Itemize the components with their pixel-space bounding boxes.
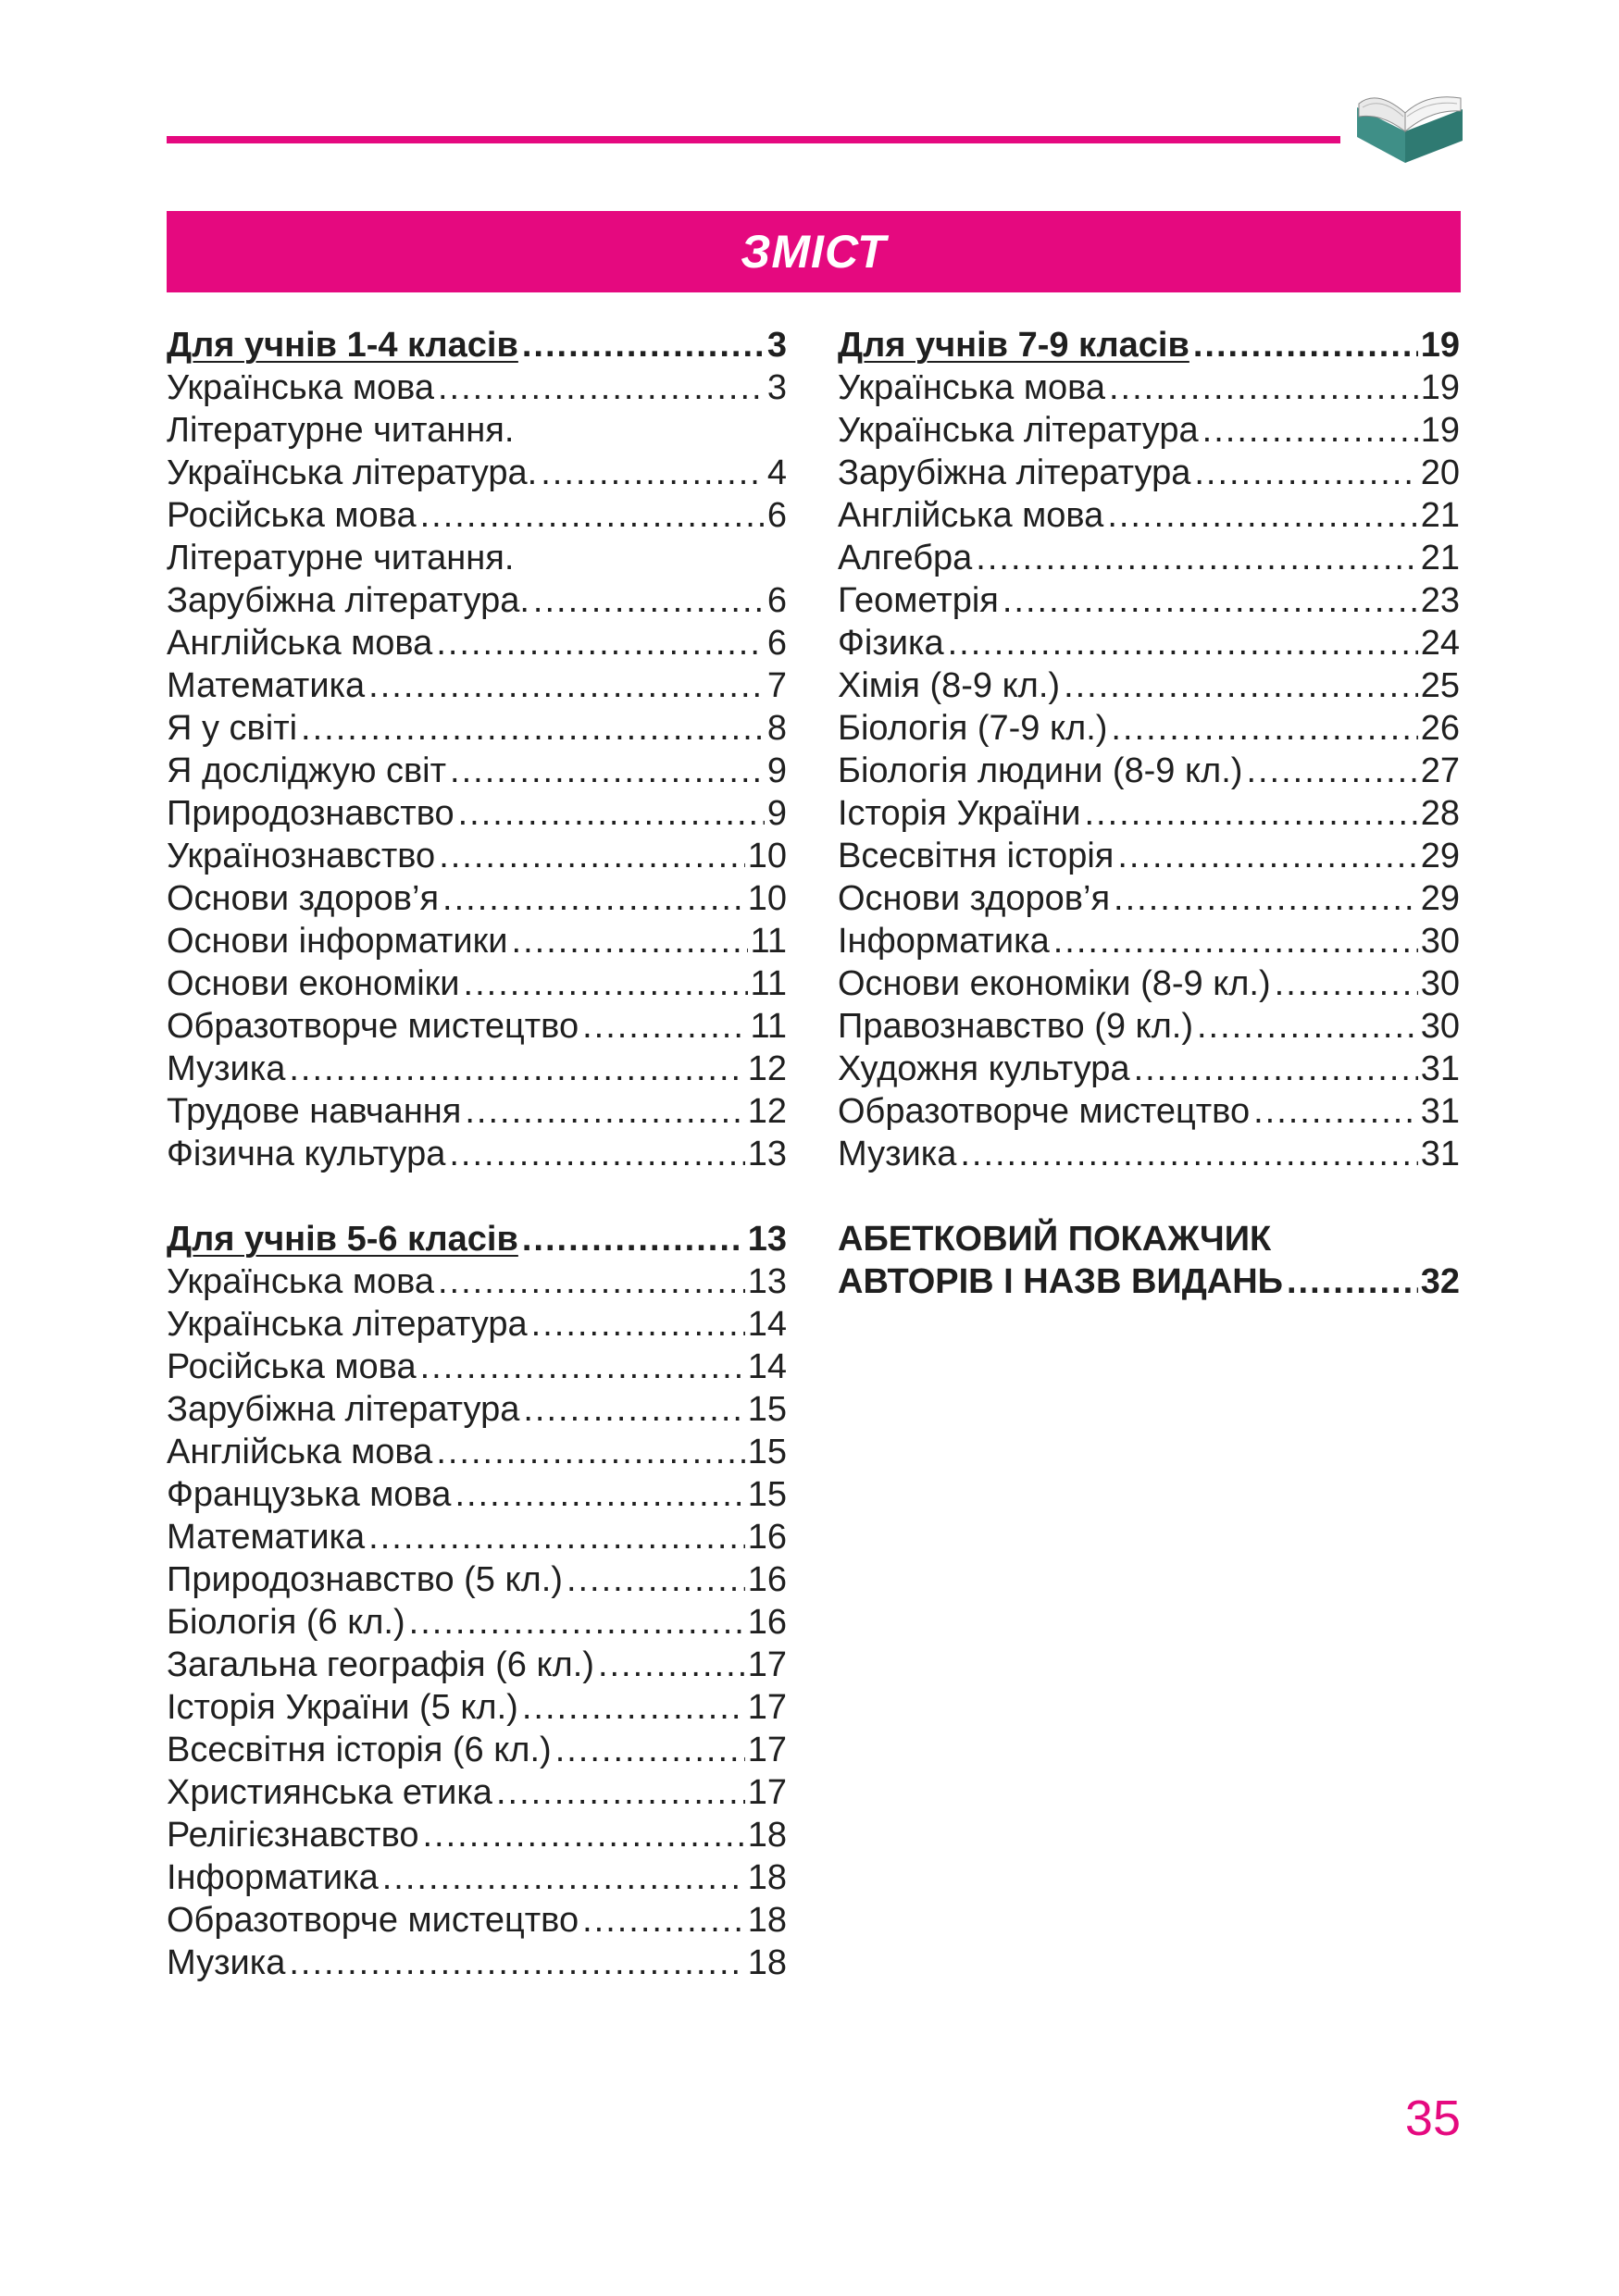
dot-leader: [1053, 920, 1418, 962]
toc-entry-page: 6: [766, 496, 787, 535]
toc-entry-title: Українська література.: [167, 453, 538, 492]
toc-entry-title: Основи здоров’я: [838, 879, 1111, 918]
dot-leader: [382, 1856, 745, 1899]
toc-entry-page: 18: [747, 1901, 787, 1940]
toc-entry[interactable]: [838, 494, 1460, 537]
dot-leader: [458, 792, 765, 835]
dot-leader: [438, 366, 765, 409]
toc-entry-page: 29: [1420, 879, 1460, 918]
toc-entry[interactable]: [838, 579, 1460, 622]
toc-entry[interactable]: [838, 622, 1460, 664]
right-column: [838, 324, 1460, 1346]
toc-entry-title: Образотворче мистецтво: [167, 1007, 579, 1046]
dot-leader: [598, 1644, 745, 1686]
toc-entry-page: 17: [747, 1645, 787, 1684]
toc-entry-page: 29: [1420, 837, 1460, 875]
dot-leader: [442, 877, 745, 920]
toc-entry-title: Зарубіжна література: [167, 1390, 520, 1429]
toc-entry[interactable]: [838, 366, 1460, 409]
toc-entry-page: 6: [766, 624, 787, 663]
dot-leader: [948, 622, 1418, 664]
toc-entry-title: Основи економіки (8-9 кл.): [838, 964, 1271, 1003]
toc-entry-page: 8: [766, 709, 787, 748]
toc-entry-page: 9: [766, 751, 787, 790]
dot-leader: [1275, 962, 1418, 1005]
toc-entry-title: Природознавство (5 кл.): [167, 1560, 563, 1599]
toc-entry-page: 15: [747, 1390, 787, 1429]
toc-entry-page: 15: [747, 1475, 787, 1514]
toc-entry-page: 24: [1420, 624, 1460, 663]
toc-entry-page: 9: [766, 794, 787, 833]
toc-entry-title: Алгебра: [838, 539, 973, 577]
toc-entry-page: 4: [766, 453, 787, 492]
toc-entry-title: Для учнів 5-6 класів: [167, 1220, 518, 1259]
toc-entry-page: 12: [747, 1092, 787, 1131]
toc-entry[interactable]: [167, 1558, 787, 1601]
toc-entry[interactable]: [167, 1303, 787, 1346]
toc-entry-page: 31: [1420, 1049, 1460, 1088]
dot-leader: [1114, 877, 1418, 920]
toc-entry[interactable]: [167, 1942, 787, 1984]
dot-leader: [541, 452, 765, 494]
toc-entry[interactable]: [838, 409, 1460, 452]
toc-entry[interactable]: [167, 1601, 787, 1644]
index-title-line1: АБЕТКОВИЙ ПОКАЖЧИК: [838, 1220, 1272, 1259]
toc-entry[interactable]: [838, 537, 1460, 579]
toc-entry[interactable]: [167, 1516, 787, 1558]
dot-leader: [455, 1473, 744, 1516]
toc-entry-title: Українознавство: [167, 837, 436, 875]
toc-entry-title: Біологія (7-9 кл.): [838, 709, 1108, 748]
toc-entry[interactable]: [167, 1260, 787, 1303]
toc-entry-title: Геометрія: [838, 581, 999, 620]
toc-entry[interactable]: [167, 1346, 787, 1388]
toc-entry[interactable]: [167, 835, 787, 877]
toc-entry[interactable]: [838, 962, 1460, 1005]
toc-entry-page: 7: [766, 666, 787, 705]
dot-leader: [582, 1005, 747, 1048]
toc-entry-page: 15: [747, 1433, 787, 1471]
index-title-text: АВТОРІВ І НАЗВ ВИДАНЬ: [838, 1262, 1283, 1301]
toc-entry-title: Образотворче мистецтво: [838, 1092, 1251, 1131]
toc-entry-page: 30: [1420, 922, 1460, 961]
toc-entry[interactable]: [167, 1388, 787, 1431]
dot-leader: [522, 324, 765, 366]
dot-leader: [1003, 579, 1418, 622]
toc-entry-page: 3: [766, 368, 787, 407]
toc-entry-title: Українська мова: [167, 1262, 434, 1301]
toc-entry-title: Музика: [838, 1135, 957, 1173]
toc-entry-title: Хімія (8-9 кл.): [838, 666, 1061, 705]
toc-entry[interactable]: [167, 750, 787, 792]
toc-entry-page: 13: [747, 1135, 787, 1173]
toc-entry-page: 6: [766, 581, 787, 620]
toc-entry-title: Основи здоров’я: [167, 879, 440, 918]
toc-entry-title: Історія України (5 кл.): [167, 1688, 518, 1727]
toc-entry-title: Для учнів 7-9 класів: [838, 326, 1189, 365]
toc-entry-title: Правознавство (9 кл.): [838, 1007, 1193, 1046]
toc-entry[interactable]: [838, 1005, 1460, 1048]
toc-entry[interactable]: [167, 1856, 787, 1899]
dot-leader: [1109, 366, 1418, 409]
toc-entry-title: Трудове навчання: [167, 1092, 462, 1131]
toc-entry-continued: Літературне читання.: [167, 539, 515, 577]
toc-entry-title: Образотворче мистецтво: [167, 1901, 579, 1940]
toc-entry-title: Французька мова: [167, 1475, 452, 1514]
dot-leader: [976, 537, 1417, 579]
toc-entry-page: 31: [1420, 1135, 1460, 1173]
toc-entry-page: 21: [1420, 496, 1460, 535]
toc-entry-page: 11: [750, 922, 787, 961]
toc-entry-title: Біологія (6 кл.): [167, 1603, 405, 1642]
toc-entry[interactable]: [167, 1771, 787, 1814]
index-title-line2: [838, 1260, 1460, 1303]
toc-entry[interactable]: [167, 622, 787, 664]
toc-entry[interactable]: [167, 962, 787, 1005]
toc-entry[interactable]: [838, 920, 1460, 962]
dot-leader: [409, 1601, 745, 1644]
toc-entry[interactable]: [167, 1899, 787, 1942]
toc-entry-title: Художня культура: [838, 1049, 1130, 1088]
toc-entry[interactable]: [167, 1048, 787, 1090]
dot-leader: [555, 1729, 745, 1771]
toc-entry[interactable]: [167, 1644, 787, 1686]
toc-entry-page: 17: [747, 1773, 787, 1812]
contents-title: ЗМІСТ: [741, 226, 887, 278]
toc-entry-page: 17: [747, 1731, 787, 1769]
toc-entry[interactable]: [167, 792, 787, 835]
dot-leader: [368, 664, 765, 707]
toc-entry[interactable]: [838, 452, 1460, 494]
dot-leader: [1246, 750, 1417, 792]
left-column: [167, 324, 787, 2027]
toc-entry[interactable]: [167, 1729, 787, 1771]
toc-entry-title: Українська мова: [167, 368, 434, 407]
toc-entry-title: Зарубіжна література: [838, 453, 1191, 492]
dot-leader: [368, 1516, 745, 1558]
toc-entry-title: Англійська мова: [167, 624, 433, 663]
toc-entry-page: 3: [766, 326, 787, 365]
toc-entry-title: Релігієзнавство: [167, 1816, 419, 1855]
toc-section-heading[interactable]: [838, 324, 1460, 366]
toc-entry[interactable]: [167, 707, 787, 750]
toc-entry[interactable]: [838, 707, 1460, 750]
toc-entry-page: 11: [750, 964, 787, 1003]
toc-entry-title: Загальна географія (6 кл.): [167, 1645, 594, 1684]
toc-entry-title: Українська література: [838, 411, 1199, 450]
toc-entry-title: Фізика: [838, 624, 944, 663]
toc-entry-page: 16: [747, 1518, 787, 1557]
dot-leader: [436, 622, 765, 664]
toc-entry-title: Українська мова: [838, 368, 1105, 407]
toc-entry[interactable]: [838, 664, 1460, 707]
dot-leader: [465, 1090, 744, 1133]
toc-entry-page: 11: [750, 1007, 787, 1046]
dot-leader: [464, 962, 748, 1005]
dot-leader: [420, 1346, 745, 1388]
toc-entry-page: 26: [1420, 709, 1460, 748]
dot-leader: [450, 750, 765, 792]
index-page: 32: [1420, 1262, 1460, 1301]
toc-entry-page: 20: [1420, 453, 1460, 492]
toc-entry[interactable]: [838, 1090, 1460, 1133]
toc-entry[interactable]: [838, 1048, 1460, 1090]
toc-entry-page: 25: [1420, 666, 1460, 705]
toc-entry-continued: Літературне читання.: [167, 411, 515, 450]
dot-leader: [496, 1771, 745, 1814]
toc-entry-page: 21: [1420, 539, 1460, 577]
toc-entry-page: 18: [747, 1858, 787, 1897]
toc-entry[interactable]: [167, 1686, 787, 1729]
dot-leader: [422, 1814, 744, 1856]
toc-entry-page: 10: [747, 879, 787, 918]
toc-entry[interactable]: [167, 1473, 787, 1516]
toc-entry-page: 10: [747, 837, 787, 875]
toc-entry[interactable]: [167, 452, 787, 494]
dot-leader: [522, 1218, 745, 1260]
toc-entry-title: Математика: [167, 666, 366, 705]
toc-entry-page: 19: [1420, 411, 1460, 450]
toc-entry-page: 28: [1420, 794, 1460, 833]
dot-leader: [1253, 1090, 1418, 1133]
dot-leader: [522, 1686, 745, 1729]
toc-entry-page: 13: [747, 1220, 787, 1259]
toc-entry[interactable]: [838, 877, 1460, 920]
dot-leader: [523, 1388, 744, 1431]
top-rule: [167, 136, 1340, 143]
contents-banner: [167, 211, 1461, 292]
toc-entry-title: Англійська мова: [167, 1433, 433, 1471]
toc-entry[interactable]: [167, 1431, 787, 1473]
dot-leader: [1111, 707, 1417, 750]
toc-entry[interactable]: [838, 792, 1460, 835]
toc-section-heading[interactable]: [167, 1218, 787, 1260]
toc-entry[interactable]: [838, 835, 1460, 877]
toc-entry[interactable]: [167, 1814, 787, 1856]
toc-entry-title: Математика: [167, 1518, 366, 1557]
toc-entry[interactable]: [167, 366, 787, 409]
toc-entry-title: Основи економіки: [167, 964, 460, 1003]
toc-entry[interactable]: [167, 664, 787, 707]
dot-leader: [449, 1133, 744, 1175]
toc-entry[interactable]: [167, 877, 787, 920]
toc-entry-page: 17: [747, 1688, 787, 1727]
toc-entry[interactable]: [167, 1005, 787, 1048]
toc-entry-title: Я досліджую світ: [167, 751, 447, 790]
page-number: 35: [1404, 2091, 1461, 2146]
toc-entry-title: Російська мова: [167, 496, 417, 535]
toc-section-heading[interactable]: [167, 324, 787, 366]
toc-entry-title: Історія України: [838, 794, 1081, 833]
toc-entry-title: Музика: [167, 1943, 286, 1982]
toc-entry-page: 19: [1420, 326, 1460, 365]
toc-entry-title: Для учнів 1-4 класів: [167, 326, 518, 365]
toc-entry[interactable]: [167, 920, 787, 962]
toc-entry-title: Інформатика: [838, 922, 1050, 961]
toc-entry-page: 14: [747, 1347, 787, 1386]
dot-leader: [1064, 664, 1418, 707]
dot-leader: [1202, 409, 1418, 452]
toc-entry-title: Російська мова: [167, 1347, 417, 1386]
dot-leader: [301, 707, 765, 750]
alphabetical-index-entry[interactable]: [838, 1218, 1460, 1303]
toc-entry-title: Я у світі: [167, 709, 298, 748]
dot-leader: [567, 1558, 745, 1601]
toc-entry-title: Основи інформатики: [167, 922, 508, 961]
dot-leader: [1287, 1260, 1418, 1303]
dot-leader: [1194, 452, 1417, 494]
toc-entry-title: Українська література: [167, 1305, 528, 1344]
toc-entry-page: 23: [1420, 581, 1460, 620]
dot-leader: [512, 920, 748, 962]
toc-entry[interactable]: [167, 1133, 787, 1175]
toc-entry[interactable]: [838, 750, 1460, 792]
dot-leader: [1193, 324, 1418, 366]
dot-leader: [531, 1303, 745, 1346]
toc-entry-title: Християнська етика: [167, 1773, 492, 1812]
toc-entry-title: Інформатика: [167, 1858, 379, 1897]
dot-leader: [582, 1899, 745, 1942]
toc-entry-title: Музика: [167, 1049, 286, 1088]
dot-leader: [960, 1133, 1417, 1175]
toc-entry-title: Англійська мова: [838, 496, 1104, 535]
dot-leader: [289, 1942, 744, 1984]
dot-leader: [1107, 494, 1417, 537]
toc-entry-title: Зарубіжна література.: [167, 581, 529, 620]
toc-entry-page: 27: [1420, 751, 1460, 790]
toc-entry-page: 13: [747, 1262, 787, 1301]
toc-entry[interactable]: [167, 1090, 787, 1133]
dot-leader: [1117, 835, 1417, 877]
dot-leader: [1134, 1048, 1418, 1090]
dot-leader: [420, 494, 765, 537]
toc-entry-title: Природознавство: [167, 794, 455, 833]
toc-entry-title: Біологія людини (8-9 кл.): [838, 751, 1243, 790]
toc-entry-page: 30: [1420, 1007, 1460, 1046]
dot-leader: [439, 835, 745, 877]
toc-entry[interactable]: [838, 1133, 1460, 1175]
toc-entry-page: 14: [747, 1305, 787, 1344]
toc-entry-page: 18: [747, 1943, 787, 1982]
toc-entry-title: Всесвітня історія (6 кл.): [167, 1731, 552, 1769]
dot-leader: [533, 579, 765, 622]
toc-entry[interactable]: [167, 494, 787, 537]
open-book-icon: [1350, 76, 1470, 168]
toc-section: [167, 324, 787, 1175]
toc-entry-page: 30: [1420, 964, 1460, 1003]
toc-entry-page: 16: [747, 1560, 787, 1599]
dot-leader: [438, 1260, 745, 1303]
toc-entry[interactable]: [167, 579, 787, 622]
toc-entry-page: 16: [747, 1603, 787, 1642]
dot-leader: [1197, 1005, 1418, 1048]
toc-entry-title: Фізична культура: [167, 1135, 446, 1173]
toc-entry-page: 12: [747, 1049, 787, 1088]
dot-leader: [289, 1048, 744, 1090]
toc-section: [167, 1218, 787, 1984]
toc-entry-page: 19: [1420, 368, 1460, 407]
toc-entry-title: Всесвітня історія: [838, 837, 1115, 875]
toc-section: [838, 324, 1460, 1175]
dot-leader: [1084, 792, 1417, 835]
dot-leader: [436, 1431, 744, 1473]
toc-entry-page: 18: [747, 1816, 787, 1855]
toc-entry-page: 31: [1420, 1092, 1460, 1131]
